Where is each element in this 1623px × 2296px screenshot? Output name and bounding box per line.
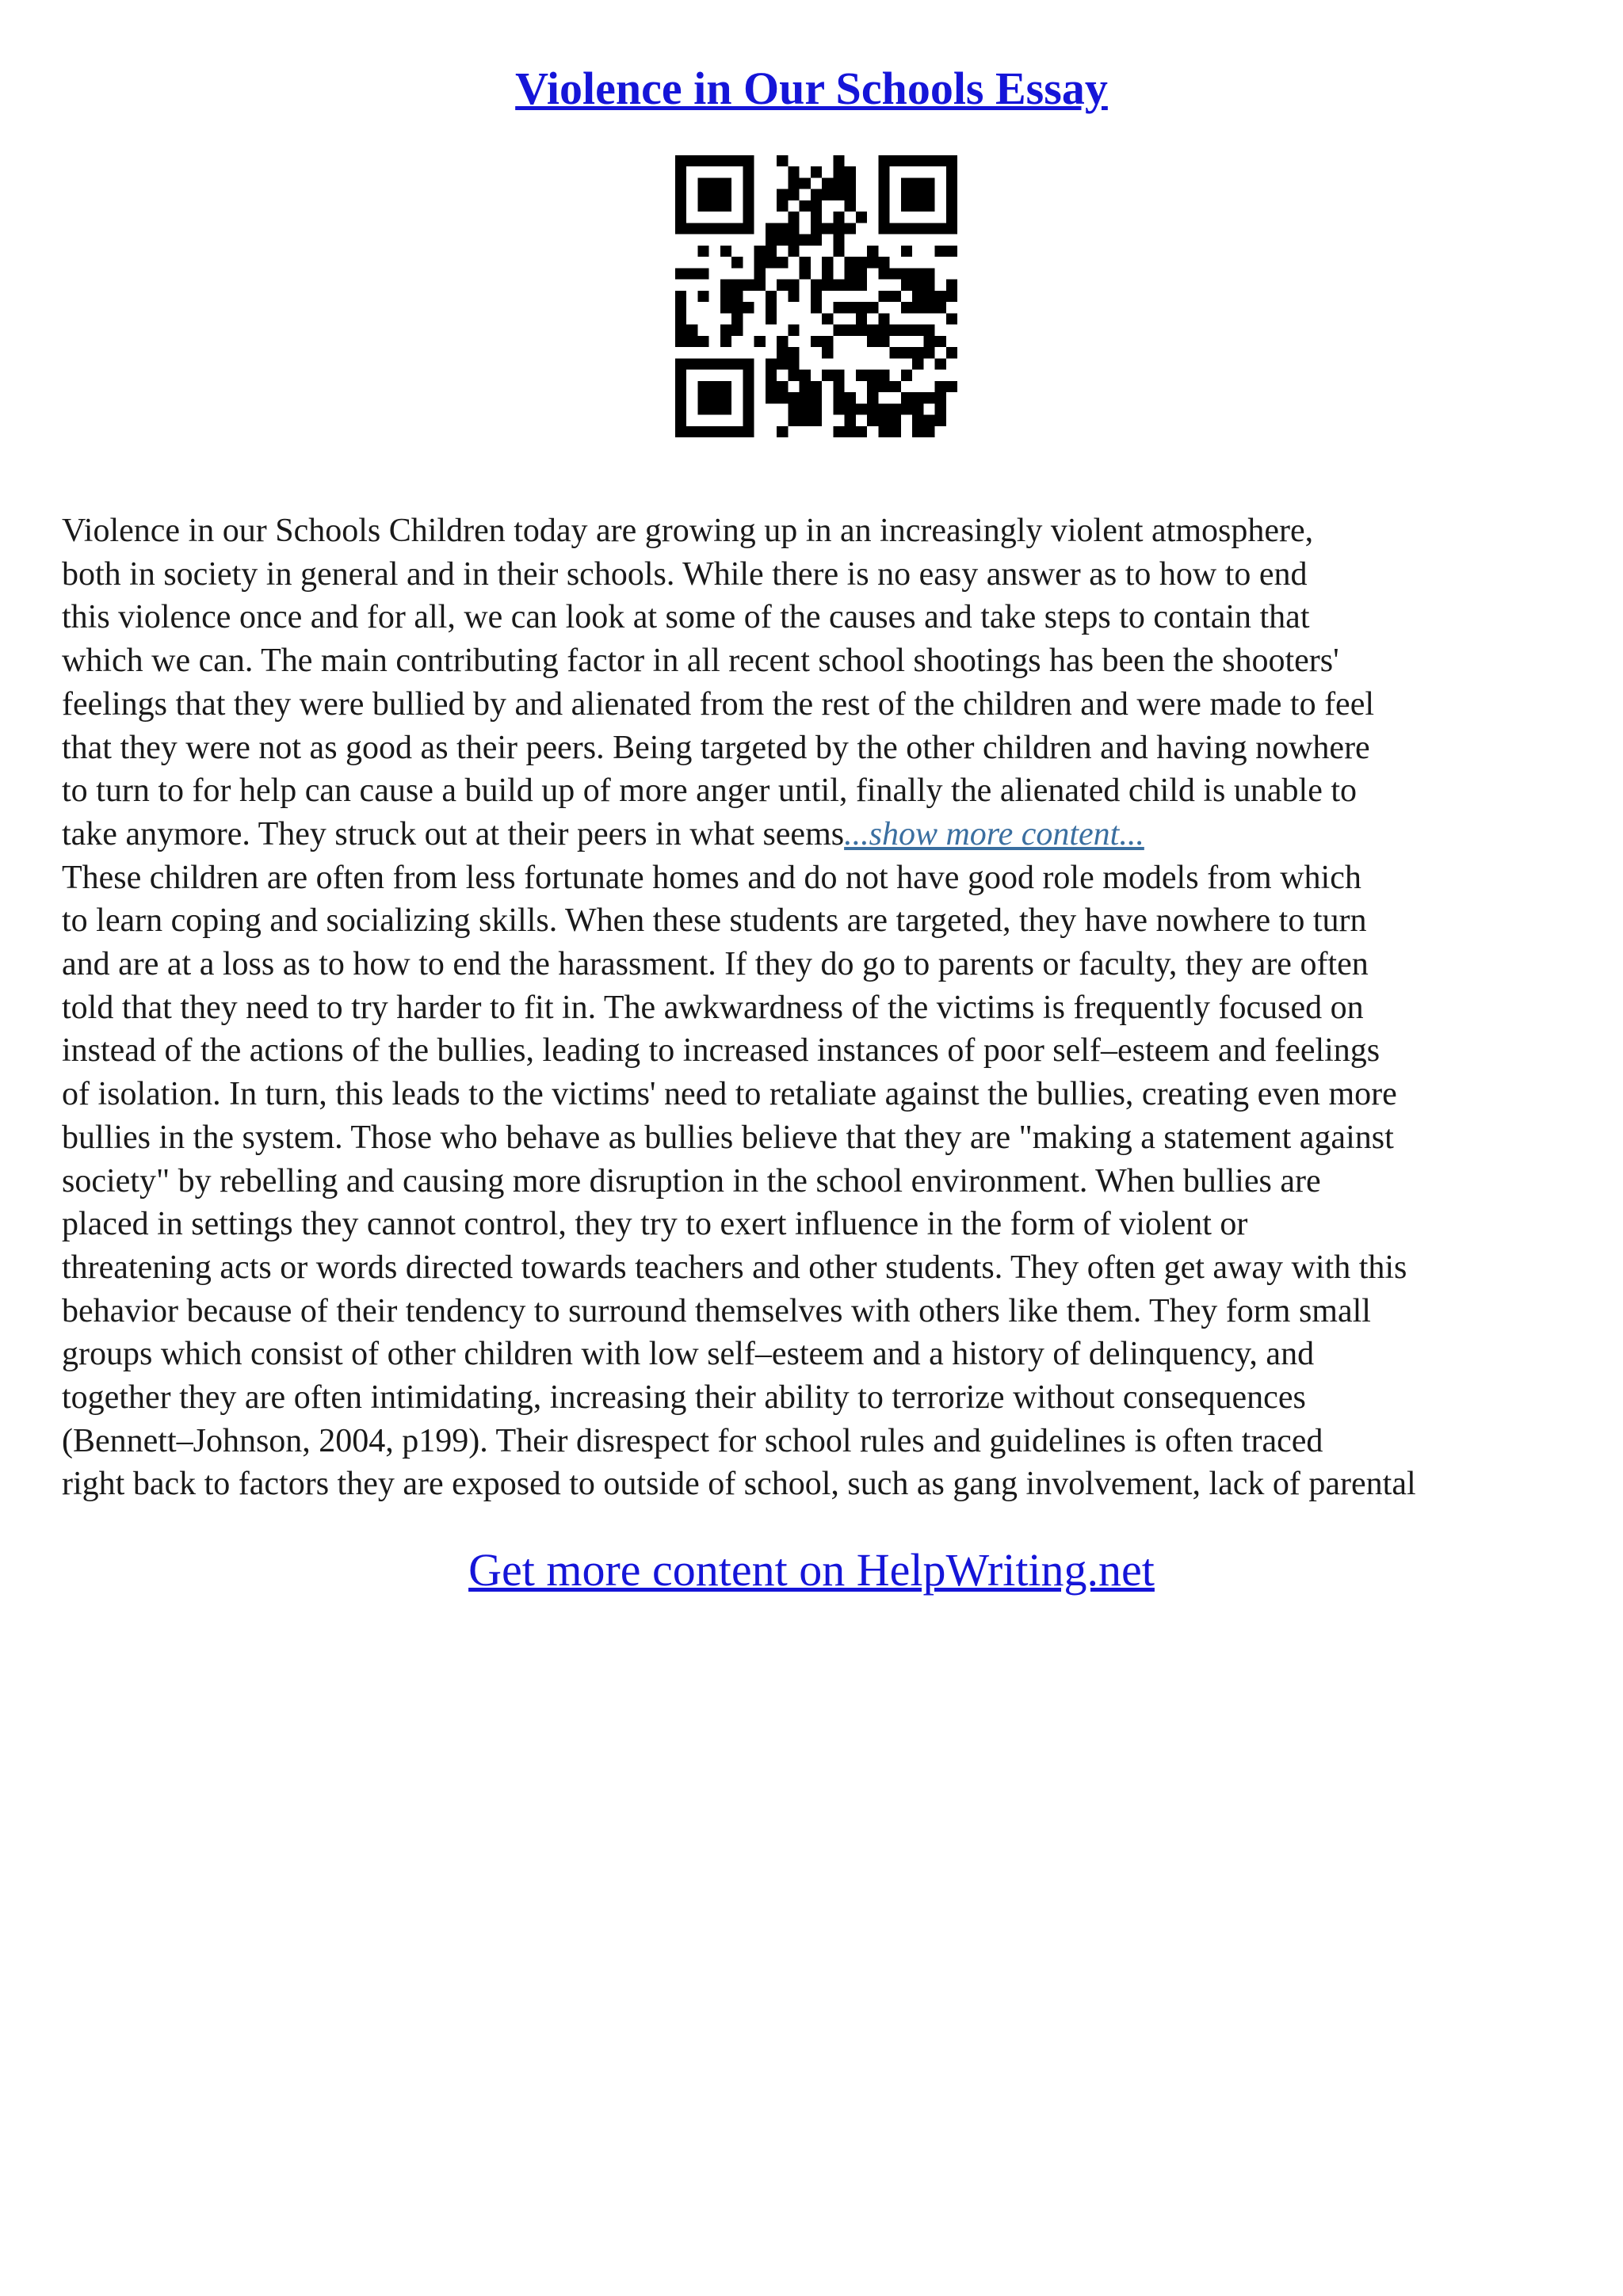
text-line: to turn to for help can cause a build up of more anger until, finally the alienated child is unable to [62, 772, 1358, 810]
text-line: of isolation. In turn, this leads to the victims' need to retaliate against the bullies, creating even more [62, 1076, 1397, 1113]
helpwriting-link[interactable]: Get more content on HelpWriting.net [468, 1544, 1155, 1596]
text-line: right back to factors they are exposed to outside of school, such as gang involvement, lack of parental [62, 1466, 1416, 1503]
text-line: together they are often intimidating, increasing their ability to terrorize without consequences [62, 1379, 1306, 1417]
essay-excerpt [62, 509, 1571, 1506]
text-line-with-link [62, 813, 1571, 856]
text-line: that they were not as good as their peers. Being targeted by the other children and having nowhere [62, 729, 1370, 766]
text-line: instead of the actions of the bullies, leading to increased instances of poor self–esteem and feelings [62, 1032, 1381, 1070]
document-title-link[interactable]: Violence in Our Schools Essay [515, 63, 1108, 114]
text-line: to learn coping and socializing skills. When these students are targeted, they have nowhere to turn [62, 902, 1367, 940]
text-line: These children are often from less fortunate homes and do not have good role models from which [62, 859, 1361, 896]
text-line: (Bennett–Johnson, 2004, p199). Their disrespect for school rules and guidelines is often traced [62, 1422, 1323, 1459]
text-line: which we can. The main contributing factor in all recent school shootings has been the shooters' [62, 643, 1339, 680]
text-line: this violence once and for all, we can look at some of the causes and take steps to contain that [62, 599, 1310, 636]
show-more-link[interactable]: ...show more content... [844, 815, 1144, 852]
text-line: Violence in our Schools Children today are growing up in an increasingly violent atmosphere, [62, 513, 1314, 549]
text-line: feelings that they were bullied by and alienated from the rest of the children and were made to feel [62, 685, 1375, 723]
qr-code-icon [675, 155, 957, 437]
text-line: and are at a loss as to how to end the harassment. If they do go to parents or faculty, they are often [62, 946, 1369, 983]
text-line: behavior because of their tendency to surround themselves with others like them. They form small [62, 1292, 1371, 1329]
text-line: bullies in the system. Those who behave as bullies believe that they are "making a statement against [62, 1119, 1394, 1156]
text-line: both in society in general and in their schools. While there is no easy answer as to how to end [62, 555, 1308, 593]
text-line: told that they need to try harder to fit in. The awkwardness of the victims is frequently focused on [62, 989, 1364, 1026]
text-line: threatening acts or words directed towards teachers and other students. They often get away with this [62, 1249, 1407, 1286]
text-line-end: take anymore. They struck out at their peers in what seems [62, 815, 845, 852]
text-line: society" by rebelling and causing more disruption in the school environment. When bullies are [62, 1162, 1321, 1199]
text-line: placed in settings they cannot control, they try to exert influence in the form of violent or [62, 1206, 1248, 1243]
text-line: groups which consist of other children with low self–esteem and a history of delinquency, and [62, 1336, 1315, 1373]
